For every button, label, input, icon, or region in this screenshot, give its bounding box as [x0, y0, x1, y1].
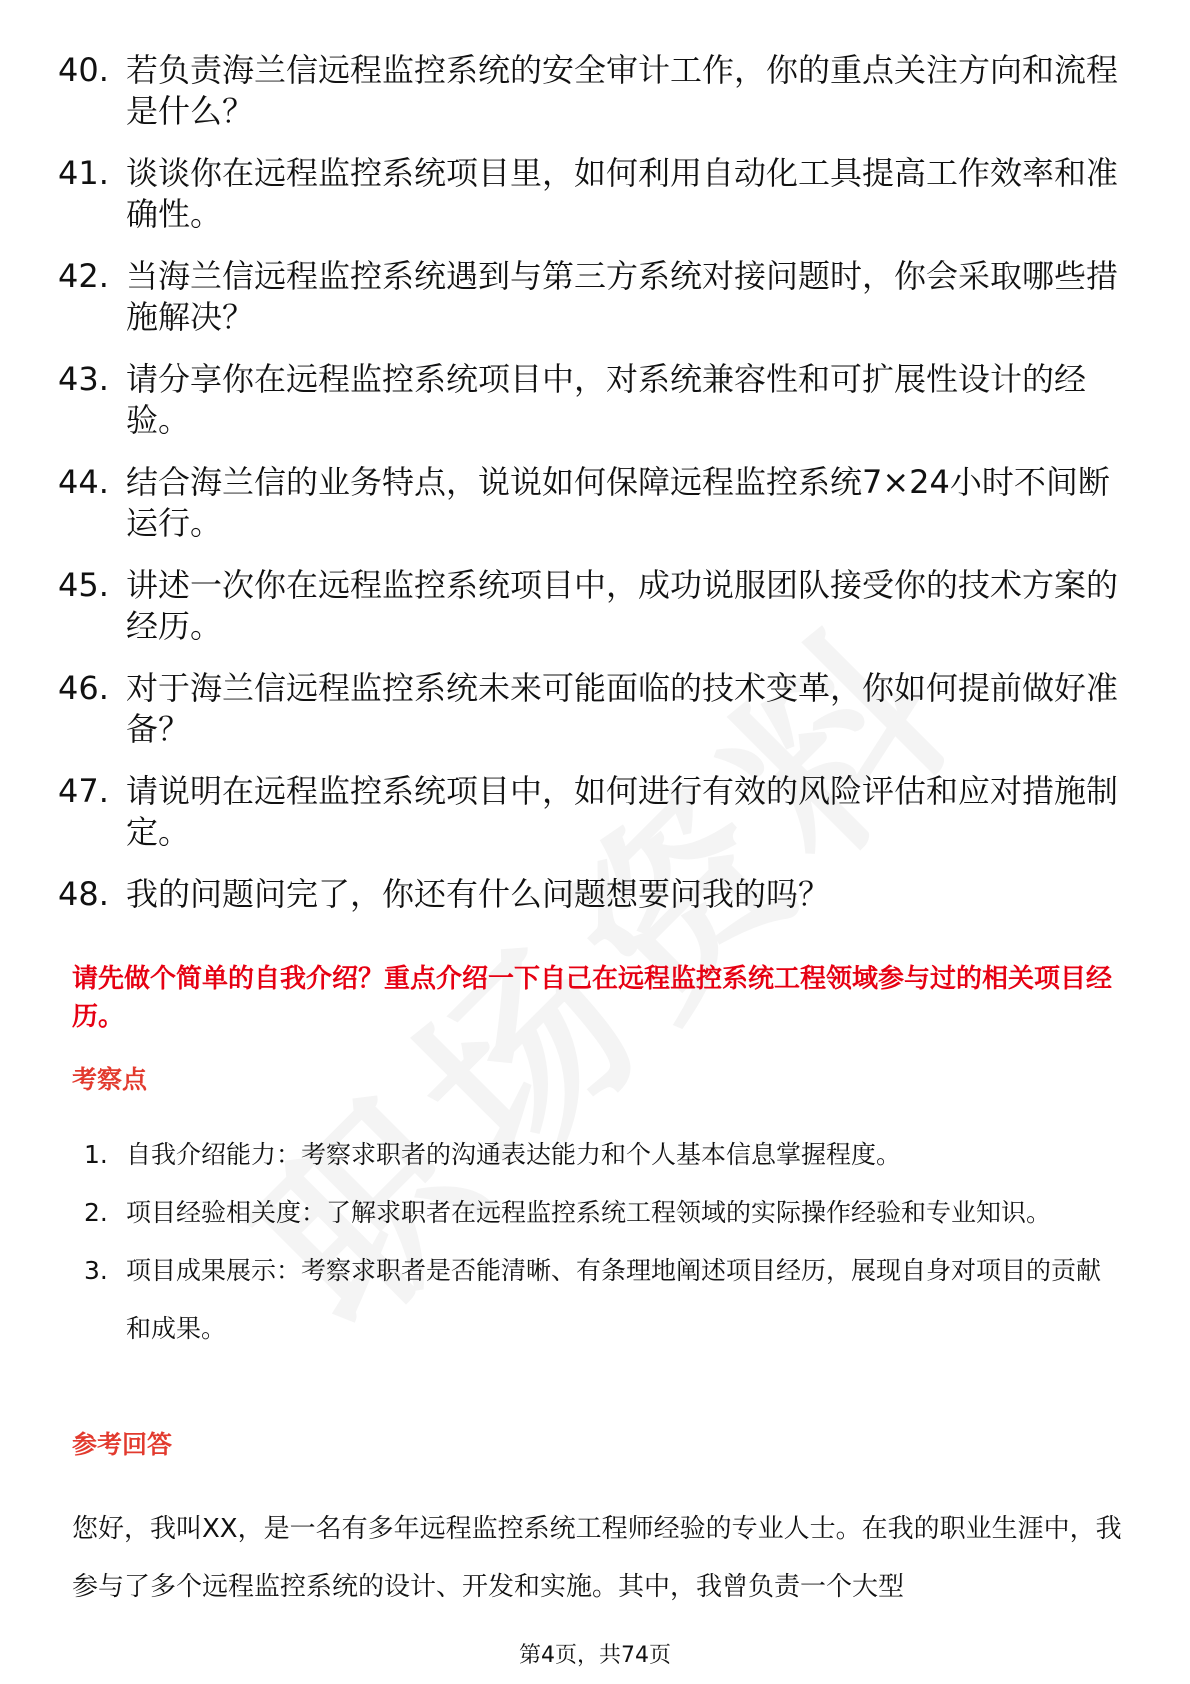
- reference-title: 参考回答: [72, 1430, 173, 1459]
- question-text: 对于海兰信远程监控系统未来可能面临的技术变革，你如何提前做好准备？: [126, 669, 1119, 748]
- assessment-title: 考察点: [72, 1065, 148, 1094]
- reference-answer: 您好，我叫XX，是一名有多年远程监控系统工程师经验的专业人士。在我的职业生涯中，我参与了多个远程监控系统的设计、开发和实施。其中，我曾负责一个大型: [72, 1514, 1122, 1602]
- list-item: [58, 771, 1126, 853]
- list-item: [84, 1126, 1124, 1184]
- question-number: 43.: [58, 360, 109, 398]
- list-item: [58, 565, 1126, 647]
- question-text: 我的问题问完了，你还有什么问题想要问我的吗？: [126, 875, 831, 913]
- list-item: [58, 462, 1126, 544]
- question-number: 48.: [58, 875, 109, 913]
- question-number: 47.: [58, 772, 109, 810]
- point-text: 项目经验相关度：了解求职者在远程监控系统工程领域的实际操作经验和专业知识。: [126, 1198, 1052, 1227]
- point-text: 项目成果展示：考察求职者是否能清晰、有条理地阐述项目经历，展现自身对项目的贡献和成果。: [126, 1256, 1102, 1343]
- list-item: [58, 668, 1126, 750]
- question-text: 若负责海兰信远程监控系统的安全审计工作，你的重点关注方向和流程是什么？: [126, 51, 1119, 130]
- question-text: 请分享你在远程监控系统项目中，对系统兼容性和可扩展性设计的经验。: [126, 360, 1087, 439]
- question-list: [58, 50, 1138, 936]
- point-number: 3.: [84, 1256, 108, 1285]
- question-text: 结合海兰信的业务特点，说说如何保障远程监控系统7×24小时不间断运行。: [126, 463, 1110, 542]
- question-number: 45.: [58, 566, 109, 604]
- question-number: 42.: [58, 257, 109, 295]
- point-number: 2.: [84, 1198, 108, 1227]
- question-text: 讲述一次你在远程监控系统项目中，成功说服团队接受你的技术方案的经历。: [126, 566, 1119, 645]
- question-text: 请说明在远程监控系统项目中，如何进行有效的风险评估和应对措施制定。: [126, 772, 1119, 851]
- question-number: 41.: [58, 154, 109, 192]
- question-text: 谈谈你在远程监控系统项目里，如何利用自动化工具提高工作效率和准确性。: [126, 154, 1119, 233]
- point-number: 1.: [84, 1140, 108, 1169]
- point-text: 自我介绍能力：考察求职者的沟通表达能力和个人基本信息掌握程度。: [126, 1140, 902, 1169]
- list-item: [58, 50, 1126, 132]
- list-item: [84, 1184, 1124, 1242]
- list-item: [58, 256, 1126, 338]
- page-footer: 第4页，共74页: [519, 1643, 671, 1668]
- question-number: 40.: [58, 51, 109, 89]
- question-number: 46.: [58, 669, 109, 707]
- question-text: 当海兰信远程监控系统遇到与第三方系统对接问题时，你会采取哪些措施解决？: [126, 257, 1119, 336]
- assessment-list: [84, 1126, 1124, 1358]
- list-item: [84, 1242, 1124, 1358]
- list-item: [58, 874, 1126, 915]
- question-heading: 请先做个简单的自我介绍？重点介绍一下自己在远程监控系统工程领域参与过的相关项目经历。: [72, 964, 1113, 1032]
- list-item: [58, 153, 1126, 235]
- list-item: [58, 359, 1126, 441]
- question-number: 44.: [58, 463, 109, 501]
